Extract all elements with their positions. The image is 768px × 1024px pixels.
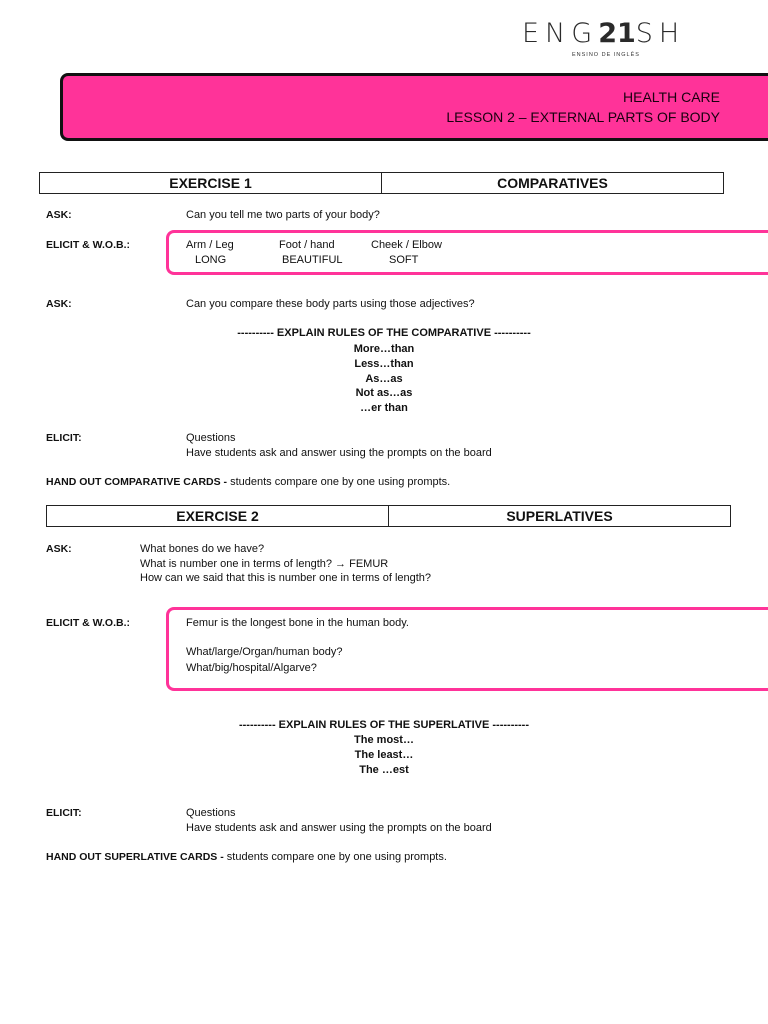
exercise1-header-table (39, 172, 724, 194)
rule-item: Less…than (354, 358, 414, 370)
adjective: SOFT (389, 254, 419, 266)
body-pair: Cheek / Elbow (371, 239, 442, 251)
ask-label: ASK: (46, 298, 72, 310)
rule-item: The least… (354, 749, 414, 761)
example-sentence: Femur is the longest bone in the human body. (186, 617, 409, 629)
rules-heading: ---------- EXPLAIN RULES OF THE COMPARATIVE ---------- (237, 327, 531, 339)
rule-item: The most… (354, 734, 414, 746)
elicit-text: Questions (186, 807, 236, 819)
handout-instruction: HAND OUT SUPERLATIVE CARDS - students compare one by one using prompts. (46, 851, 447, 863)
adjective: BEAUTIFUL (282, 254, 343, 266)
rules-heading: ---------- EXPLAIN RULES OF THE SUPERLATIVE ---------- (238, 719, 530, 731)
rule-item: As…as (365, 373, 403, 385)
ask-label: ASK: (46, 209, 72, 221)
header-banner (60, 73, 768, 141)
elicit-text: Have students ask and answer using the prompts on the board (186, 822, 492, 834)
elicit-box (166, 230, 768, 275)
exercise2-title: EXERCISE 2 (176, 508, 259, 524)
lesson-title: LESSON 2 – EXTERNAL PARTS OF BODY (446, 109, 720, 125)
rule-item: Not as…as (355, 387, 413, 399)
exercise2-topic: SUPERLATIVES (388, 506, 730, 526)
body-pair: Foot / hand (279, 239, 335, 251)
rule-item: …er than (360, 402, 408, 414)
adjective: LONG (195, 254, 227, 266)
ask-label: ASK: (46, 543, 72, 555)
elicit-text: Have students ask and answer using the prompts on the board (186, 447, 492, 459)
exercise2-header-table (46, 505, 731, 527)
brand-logo: ENG21SH (522, 18, 686, 49)
ask-question: Can you tell me two parts of your body? (186, 209, 380, 221)
arrow-right-icon: → (335, 558, 347, 570)
elicit-wob-label: ELICIT & W.O.B.: (46, 617, 130, 629)
ask-question: How can we said that this is number one in terms of length? (140, 572, 432, 584)
exercise1-title: EXERCISE 1 (169, 175, 252, 191)
prompt-item: What/large/Organ/human body? (186, 646, 343, 658)
rule-item: More…than (353, 343, 415, 355)
ask-question: Can you compare these body parts using those adjectives? (186, 298, 475, 310)
rule-item: The …est (359, 764, 409, 776)
ask-question: What is number one in terms of length? → FEMUR (140, 558, 389, 570)
brand-subtitle: ENSINO DE INGLÊS (572, 52, 640, 58)
elicit-label: ELICIT: (46, 432, 82, 444)
elicit-text: Questions (186, 432, 236, 444)
prompt-item: What/big/hospital/Algarve? (186, 662, 317, 674)
exercise1-topic: COMPARATIVES (381, 173, 723, 193)
ask-question: What bones do we have? (140, 543, 265, 555)
elicit-label: ELICIT: (46, 807, 82, 819)
elicit-wob-label: ELICIT & W.O.B.: (46, 239, 130, 251)
handout-instruction: HAND OUT COMPARATIVE CARDS - students compare one by one using prompts. (46, 476, 451, 488)
body-pair: Arm / Leg (186, 239, 234, 251)
lesson-topic: HEALTH CARE (623, 89, 720, 105)
